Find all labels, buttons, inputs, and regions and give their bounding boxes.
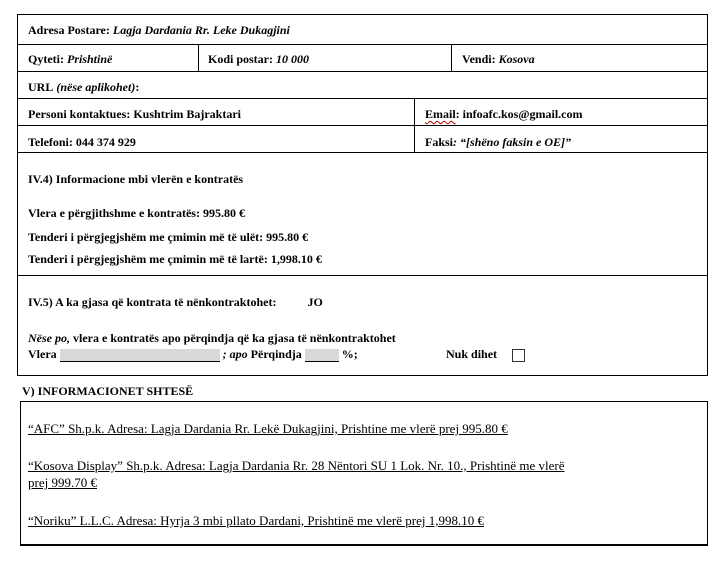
postal-value: 10 000 <box>276 52 310 66</box>
bidder-afc-text: “AFC” Sh.p.k. Adresa: Lagja Dardania Rr. Lekë Dukagjini, Prishtine me vlerë prej 995.80 € <box>28 421 508 436</box>
url-note: (nëse aplikohet) <box>56 80 136 94</box>
row-divider <box>17 275 708 276</box>
unknown-checkbox[interactable] <box>512 349 525 362</box>
fax-label: Faksi <box>425 135 454 149</box>
bidder-kosova-display-value: prej 999.70 € <box>28 475 97 490</box>
section-v-heading: V) INFORMACIONET SHTESË <box>22 384 194 398</box>
postal-label: Kodi postar: <box>208 52 274 66</box>
contact-cell <box>28 107 241 122</box>
subcontract-if-yes <box>28 331 396 346</box>
row-divider <box>17 98 708 99</box>
phone-label: Telefoni: <box>28 135 73 149</box>
phone-value: 044 374 929 <box>75 135 136 149</box>
percent-sign: %; <box>341 347 358 361</box>
city-cell <box>28 52 112 67</box>
value-input[interactable] <box>60 349 220 362</box>
row-divider <box>17 152 708 153</box>
address-row <box>28 23 290 38</box>
highest-tender-value: Tenderi i përgjegjshëm me çmimin më të lartë: 1,998.10 € <box>28 252 322 266</box>
unknown-label: Nuk dihet <box>446 347 498 361</box>
bidder-kosova-display-cont <box>28 475 97 491</box>
country-value: Kosova <box>498 52 535 66</box>
fax-value: : “[shëno faksin e OE]” <box>453 135 572 149</box>
lowest-tender-value: Tenderi i përgjegjshëm me çmimin më të ulët: 995.80 € <box>28 230 309 244</box>
url-row <box>28 80 139 95</box>
email-value: : infoafc.kos@gmail.com <box>455 107 583 121</box>
table-left-border <box>17 14 18 376</box>
percent-label: Përqindja <box>250 347 302 361</box>
bidder-noriku-text: “Noriku” L.L.C. Adresa: Hyrja 3 mbi pllato Dardani, Prishtinë me vlerë prej 1,998.10 € <box>28 513 484 528</box>
table-bottom-border <box>17 375 708 376</box>
section-iv5-heading <box>28 295 323 310</box>
email-cell <box>425 107 583 122</box>
bidder-kosova-display <box>28 458 705 474</box>
url-label: URL <box>28 80 54 94</box>
if-yes-label: Nëse po, <box>28 331 70 345</box>
contract-total-value: Vlera e përgjithshme e kontratës: 995.80 € <box>28 206 245 220</box>
address-label: Adresa Postare: <box>28 23 110 37</box>
subcontract-question: IV.5) A ka gjasa që kontrata të nënkontraktohet: <box>28 295 277 309</box>
contact-value: Kushtrim Bajraktari <box>133 107 242 121</box>
if-yes-text: vlera e kontratës apo përqindja që ka gjasa të nënkontraktohet <box>70 331 396 345</box>
row-divider <box>17 125 708 126</box>
section-iv4-heading: IV.4) Informacione mbi vlerën e kontratës <box>28 172 244 186</box>
cell-divider <box>198 44 199 71</box>
country-cell <box>462 52 535 67</box>
phone-cell <box>28 135 136 150</box>
value-label: Vlera <box>28 347 57 361</box>
country-label: Vendi: <box>462 52 496 66</box>
address-value: Lagja Dardania Rr. Leke Dukagjini <box>112 23 290 37</box>
bidder-afc <box>28 421 508 437</box>
email-label: Email <box>425 107 456 121</box>
table-right-border <box>707 14 708 376</box>
city-value: Prishtinë <box>66 52 113 66</box>
contact-label: Personi kontaktues: <box>28 107 131 121</box>
url-suffix: : <box>135 80 140 94</box>
apo-label: ; apo <box>222 347 248 361</box>
bidder-noriku <box>28 513 484 529</box>
cell-divider <box>451 44 452 71</box>
subcontract-values-row <box>28 347 358 362</box>
postal-cell <box>208 52 309 67</box>
row-divider <box>17 71 708 72</box>
row-divider <box>17 44 708 45</box>
city-label: Qyteti: <box>28 52 64 66</box>
subcontract-answer: JO <box>307 295 323 309</box>
percent-input[interactable] <box>305 349 339 362</box>
fax-cell <box>425 135 571 150</box>
bidder-kosova-display-text: “Kosova Display” Sh.p.k. Adresa: Lagja Dardania Rr. 28 Nëntori SU 1 Lok. Nr. 10., Prishtinë me vlerë <box>28 458 565 473</box>
table-top-border <box>17 14 708 15</box>
unknown-option <box>446 347 525 362</box>
